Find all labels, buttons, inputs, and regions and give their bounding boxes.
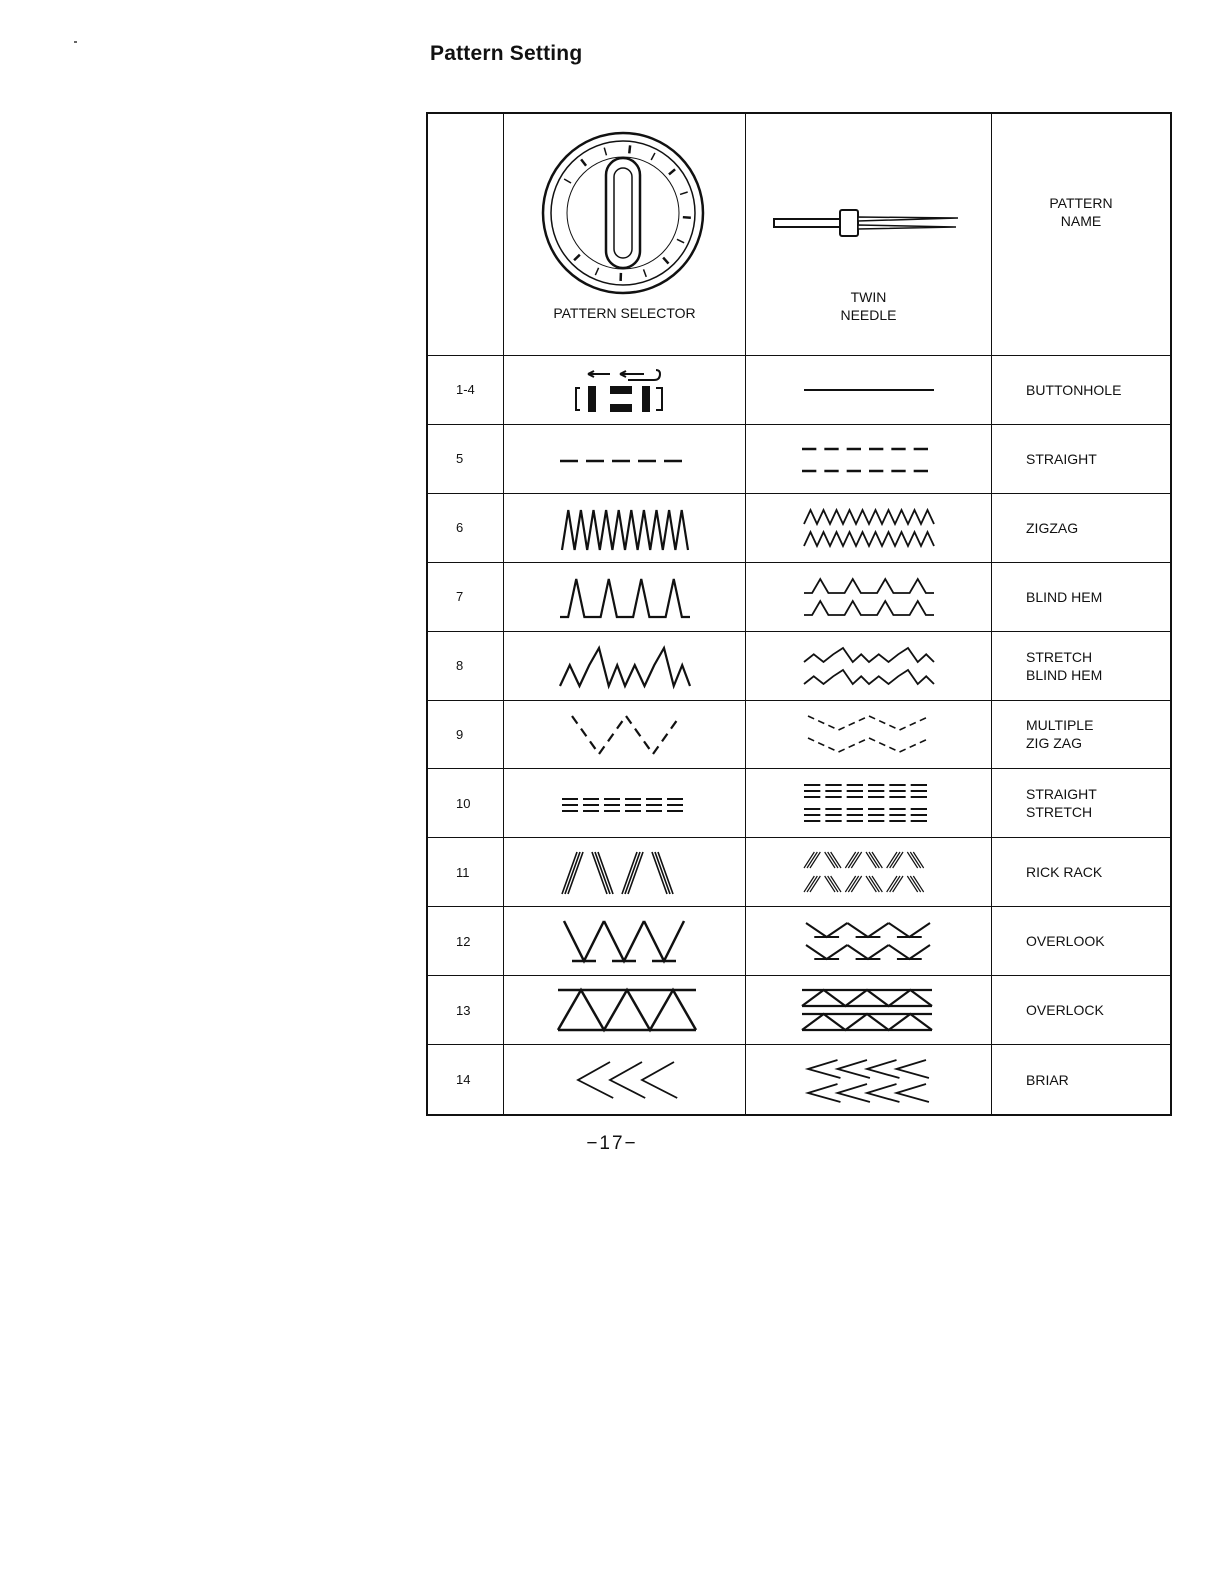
- zigzag-stitch-icon: [550, 504, 700, 552]
- selector-glyph-cell: [504, 907, 746, 976]
- selector-glyph-cell: [504, 356, 746, 425]
- pattern-name: STRAIGHT: [992, 425, 1170, 494]
- twin-multiple-zigzag-stitch-icon: [794, 710, 944, 758]
- pattern-table: [426, 112, 1172, 1116]
- twin-stretch-blind-hem-stitch-icon: [794, 642, 944, 690]
- pattern-number: 7: [428, 563, 504, 632]
- selector-glyph-cell: [504, 563, 746, 632]
- pattern-name: RICK RACK: [992, 838, 1170, 907]
- pattern-name-label: PATTERN NAME: [1049, 195, 1113, 229]
- buttonhole-icon: [550, 366, 700, 414]
- pattern-name: OVERLOOK: [992, 907, 1170, 976]
- straight-stitch-icon: [550, 435, 700, 483]
- blind-hem-stitch-icon: [550, 573, 700, 621]
- page-number: −17−: [586, 1133, 638, 1154]
- selector-glyph-cell: [504, 494, 746, 563]
- pattern-number: 10: [428, 769, 504, 838]
- twin-briar-stitch-icon: [794, 1056, 944, 1104]
- pattern-number: 8: [428, 632, 504, 701]
- twin-needle-glyph-cell: [746, 494, 992, 563]
- rick-rack-stitch-icon: [550, 848, 700, 896]
- pattern-name: MULTIPLE ZIG ZAG: [992, 701, 1170, 770]
- twin-straight-stitch-icon: [794, 435, 944, 483]
- pattern-name: BUTTONHOLE: [992, 356, 1170, 425]
- twin-needle-glyph-cell: [746, 976, 992, 1045]
- selector-glyph-cell: [504, 1045, 746, 1114]
- pattern-name: BRIAR: [1026, 1071, 1069, 1088]
- overlock-stitch-icon: [550, 986, 700, 1034]
- twin-needle-icon: [768, 204, 968, 244]
- scan-speck: [74, 41, 77, 43]
- twin-needle-glyph-cell: [746, 563, 992, 632]
- pattern-number: 13: [428, 976, 504, 1045]
- header-selector-cell: [504, 114, 746, 356]
- twin-needle-glyph-cell: [746, 356, 992, 425]
- stretch-blind-hem-stitch-icon: [550, 642, 700, 690]
- pattern-number: 1-4: [428, 356, 504, 425]
- overlook-stitch-icon: [550, 917, 700, 965]
- pattern-number: 9: [428, 701, 504, 770]
- twin-overlock-stitch-icon: [794, 986, 944, 1034]
- page-title: Pattern Setting: [430, 42, 583, 65]
- pattern-selector-dial-icon: [540, 130, 706, 296]
- selector-glyph-cell: [504, 632, 746, 701]
- twin-blind-hem-stitch-icon: [794, 573, 944, 621]
- pattern-number: 12: [428, 907, 504, 976]
- pattern-number: 5: [428, 425, 504, 494]
- twin-needle-label: TWIN NEEDLE: [840, 289, 897, 323]
- twin-needle-glyph-cell: [746, 838, 992, 907]
- twin-needle-glyph-cell: [746, 907, 992, 976]
- pattern-name: ZIGZAG: [992, 494, 1170, 563]
- twin-zigzag-stitch-icon: [794, 504, 944, 552]
- briar-stitch-icon: [550, 1056, 700, 1104]
- single-line-icon: [794, 366, 944, 414]
- straight-stretch-stitch-icon: [550, 779, 700, 827]
- selector-glyph-cell: [504, 701, 746, 770]
- header-blank-cell: [428, 114, 504, 356]
- pattern-number: 6: [428, 494, 504, 563]
- selector-glyph-cell: [504, 425, 746, 494]
- multiple-zigzag-stitch-icon: [550, 710, 700, 758]
- header-twin-needle-cell: [746, 114, 992, 356]
- header-pattern-name-cell: [992, 114, 1170, 356]
- pattern-number: 11: [428, 838, 504, 907]
- twin-needle-glyph-cell: [746, 769, 992, 838]
- selector-glyph-cell: [504, 838, 746, 907]
- selector-glyph-cell: [504, 976, 746, 1045]
- twin-overlook-stitch-icon: [794, 917, 944, 965]
- twin-needle-glyph-cell: [746, 425, 992, 494]
- pattern-name: OVERLOCK: [992, 976, 1170, 1045]
- pattern-name: STRAIGHT STRETCH: [992, 769, 1170, 838]
- twin-needle-glyph-cell: [746, 701, 992, 770]
- pattern-number: 14: [428, 1045, 504, 1114]
- selector-glyph-cell: [504, 769, 746, 838]
- twin-straight-stretch-stitch-icon: [794, 779, 944, 827]
- pattern-name: STRETCH BLIND HEM: [992, 632, 1170, 701]
- twin-needle-glyph-cell: [746, 1045, 992, 1114]
- twin-needle-glyph-cell: [746, 632, 992, 701]
- pattern-name: BLIND HEM: [992, 563, 1170, 632]
- pattern-selector-label: PATTERN SELECTOR: [553, 305, 696, 321]
- twin-rick-rack-stitch-icon: [794, 848, 944, 896]
